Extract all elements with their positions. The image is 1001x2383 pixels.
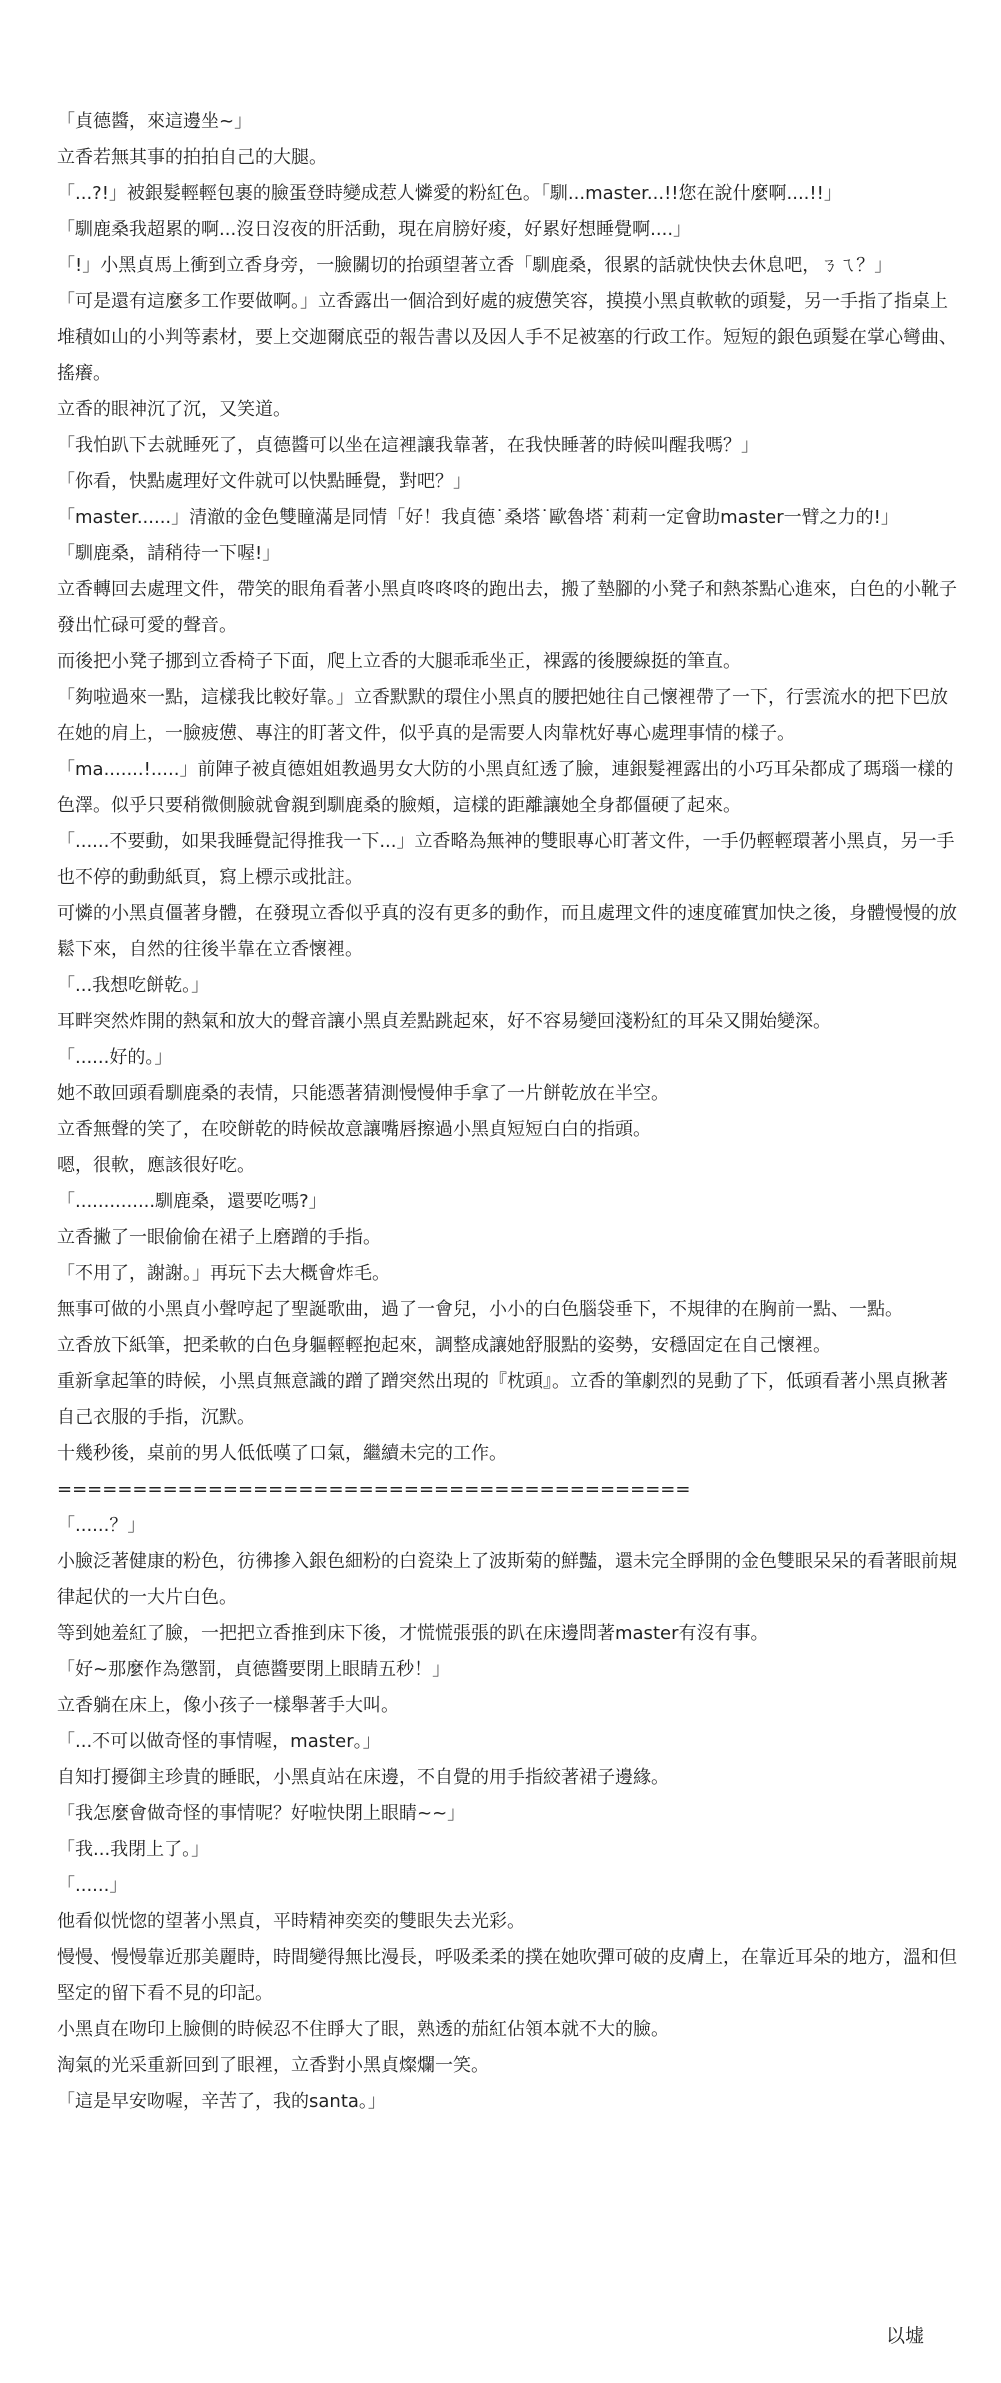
story-paragraph: 立香躺在床上，像小孩子一樣舉著手大叫。 bbox=[57, 1695, 399, 1716]
story-paragraph: 「你看，快點處理好文件就可以快點睡覺，對吧？」 bbox=[57, 471, 471, 492]
story-paragraph: 立香轉回去處理文件，帶笑的眼角看著小黑貞咚咚咚的跑出去，搬了墊腳的小凳子和熱茶點心進來，白色的小靴子發出忙碌可愛的聲音。 bbox=[57, 579, 957, 636]
story-paragraph: 「馴鹿桑我超累的啊...沒日沒夜的肝活動，現在肩膀好痠，好累好想睡覺啊....」 bbox=[57, 219, 692, 240]
story-paragraph: 耳畔突然炸開的熱氣和放大的聲音讓小黑貞差點跳起來，好不容易變回淺粉紅的耳朵又開始變深。 bbox=[57, 1011, 831, 1032]
story-paragraph: 等到她羞紅了臉，一把把立香推到床下後，才慌慌張張的趴在床邊問著master有沒有事。 bbox=[57, 1623, 769, 1644]
story-paragraph: 「......好的。」 bbox=[57, 1047, 173, 1068]
story-paragraph: 「我...我閉上了。」 bbox=[57, 1839, 210, 1860]
story-paragraph: 立香的眼神沉了沉，又笑道。 bbox=[57, 399, 291, 420]
story-paragraph: 「master......」清澈的金色雙瞳滿是同情「好！我貞德˙桑塔˙歐魯塔˙莉莉一定會助master一臂之力的!」 bbox=[57, 507, 899, 528]
story-paragraph: 立香若無其事的拍拍自己的大腿。 bbox=[57, 147, 327, 168]
story-paragraph: 嗯，很軟，應該很好吃。 bbox=[57, 1155, 255, 1176]
story-paragraph: 可憐的小黑貞僵著身體，在發現立香似乎真的沒有更多的動作，而且處理文件的速度確實加快之後，身體慢慢的放鬆下來，自然的往後半靠在立香懷裡。 bbox=[57, 903, 957, 960]
story-text bbox=[57, 104, 957, 2120]
story-paragraph: 「...?!」被銀髮輕輕包裹的臉蛋登時變成惹人憐愛的粉紅色。「馴...master...!!您在說什麼啊....!!」 bbox=[57, 183, 842, 204]
story-paragraph: 立香放下紙筆，把柔軟的白色身軀輕輕抱起來，調整成讓她舒服點的姿勢，安穩固定在自己懷裡。 bbox=[57, 1335, 831, 1356]
story-paragraph: 無事可做的小黑貞小聲哼起了聖誕歌曲，過了一會兒，小小的白色腦袋垂下，不規律的在胸前一點、一點。 bbox=[57, 1299, 903, 1320]
story-paragraph: 慢慢、慢慢靠近那美麗時，時間變得無比漫長，呼吸柔柔的撲在她吹彈可破的皮膚上，在靠近耳朵的地方，溫和但堅定的留下看不見的印記。 bbox=[57, 1947, 957, 2004]
story-paragraph: 「......」 bbox=[57, 1875, 128, 1896]
story-paragraph: 十幾秒後，桌前的男人低低嘆了口氣，繼續未完的工作。 bbox=[57, 1443, 507, 1464]
story-paragraph: 「貞德醬，來這邊坐~」 bbox=[57, 111, 253, 132]
story-paragraph: 小黑貞在吻印上臉側的時候忍不住睜大了眼，熟透的茄紅佔領本就不大的臉。 bbox=[57, 2019, 669, 2040]
story-paragraph: 而後把小凳子挪到立香椅子下面，爬上立香的大腿乖乖坐正，裸露的後腰線挺的筆直。 bbox=[57, 651, 741, 672]
story-paragraph: 立香撇了一眼偷偷在裙子上磨蹭的手指。 bbox=[57, 1227, 381, 1248]
story-paragraph: 他看似恍惚的望著小黑貞，平時精神奕奕的雙眼失去光彩。 bbox=[57, 1911, 525, 1932]
story-paragraph: 「...不可以做奇怪的事情喔，master。」 bbox=[57, 1731, 381, 1752]
story-paragraph: 「可是還有這麼多工作要做啊。」立香露出一個洽到好處的疲憊笑容，摸摸小黑貞軟軟的頭髮，另一手指了指桌上堆積如山的小判等素材，要上交迦爾底亞的報告書以及因人手不足被塞的行政工作。短短的銀色頭髮在掌心彎曲、搖癢。 bbox=[57, 291, 957, 384]
story-paragraph: 「......？」 bbox=[57, 1515, 146, 1536]
author-signature: 以墟 bbox=[886, 2325, 925, 2347]
story-paragraph: 「夠啦過來一點，這樣我比較好靠。」立香默默的環住小黑貞的腰把她往自己懷裡帶了一下，行雲流水的把下巴放在她的肩上，一臉疲憊、專注的盯著文件，似乎真的是需要人肉靠枕好專心處理事情的樣子。 bbox=[57, 687, 948, 744]
story-paragraph: 「我怕趴下去就睡死了，貞德醬可以坐在這裡讓我靠著，在我快睡著的時候叫醒我嗎？」 bbox=[57, 435, 759, 456]
story-paragraph: 「..............馴鹿桑，還要吃嗎?」 bbox=[57, 1191, 327, 1212]
story-paragraph: 小臉泛著健康的粉色，彷彿摻入銀色細粉的白瓷染上了波斯菊的鮮豔，還未完全睜開的金色雙眼呆呆的看著眼前規律起伏的一大片白色。 bbox=[57, 1551, 957, 1608]
story-paragraph: 「這是早安吻喔，辛苦了，我的santa。」 bbox=[57, 2091, 386, 2112]
story-paragraph: 「不用了，謝謝。」再玩下去大概會炸毛。 bbox=[57, 1263, 390, 1284]
story-paragraph: 立香無聲的笑了，在咬餅乾的時候故意讓嘴唇擦過小黑貞短短白白的指頭。 bbox=[57, 1119, 651, 1140]
story-paragraph: 她不敢回頭看馴鹿桑的表情，只能憑著猜測慢慢伸手拿了一片餅乾放在半空。 bbox=[57, 1083, 669, 1104]
story-paragraph: 淘氣的光采重新回到了眼裡，立香對小黑貞燦爛一笑。 bbox=[57, 2055, 489, 2076]
story-paragraph: 自知打擾御主珍貴的睡眠，小黑貞站在床邊，不自覺的用手指絞著裙子邊緣。 bbox=[57, 1767, 669, 1788]
story-paragraph: 「好~那麼作為懲罰，貞德醬要閉上眼睛五秒！」 bbox=[57, 1659, 451, 1680]
story-paragraph: ========================================== bbox=[57, 1479, 691, 1500]
story-paragraph: 「ma.......!.....」前陣子被貞德姐姐教過男女大防的小黑貞紅透了臉，連銀髮裡露出的小巧耳朵都成了瑪瑙一樣的色澤。似乎只要稍微側臉就會親到馴鹿桑的臉頰，這樣的距離讓她全身都僵硬了起來。 bbox=[57, 759, 954, 816]
story-paragraph: 「......不要動，如果我睡覺記得推我一下...」立香略為無神的雙眼專心盯著文件，一手仍輕輕環著小黑貞，另一手也不停的動動紙頁，寫上標示或批註。 bbox=[57, 831, 955, 888]
story-paragraph: 「馴鹿桑，請稍待一下喔!」 bbox=[57, 543, 281, 564]
story-paragraph: 「...我想吃餅乾。」 bbox=[57, 975, 210, 996]
story-paragraph: 重新拿起筆的時候，小黑貞無意識的蹭了蹭突然出現的『枕頭』。立香的筆劇烈的晃動了下，低頭看著小黑貞揪著自己衣服的手指，沉默。 bbox=[57, 1371, 948, 1428]
story-paragraph: 「!」小黑貞馬上衝到立香身旁，一臉關切的抬頭望著立香「馴鹿桑，很累的話就快快去休息吧，ㄋㄟ？」 bbox=[57, 255, 893, 276]
story-paragraph: 「我怎麼會做奇怪的事情呢？好啦快閉上眼睛~~」 bbox=[57, 1803, 466, 1824]
